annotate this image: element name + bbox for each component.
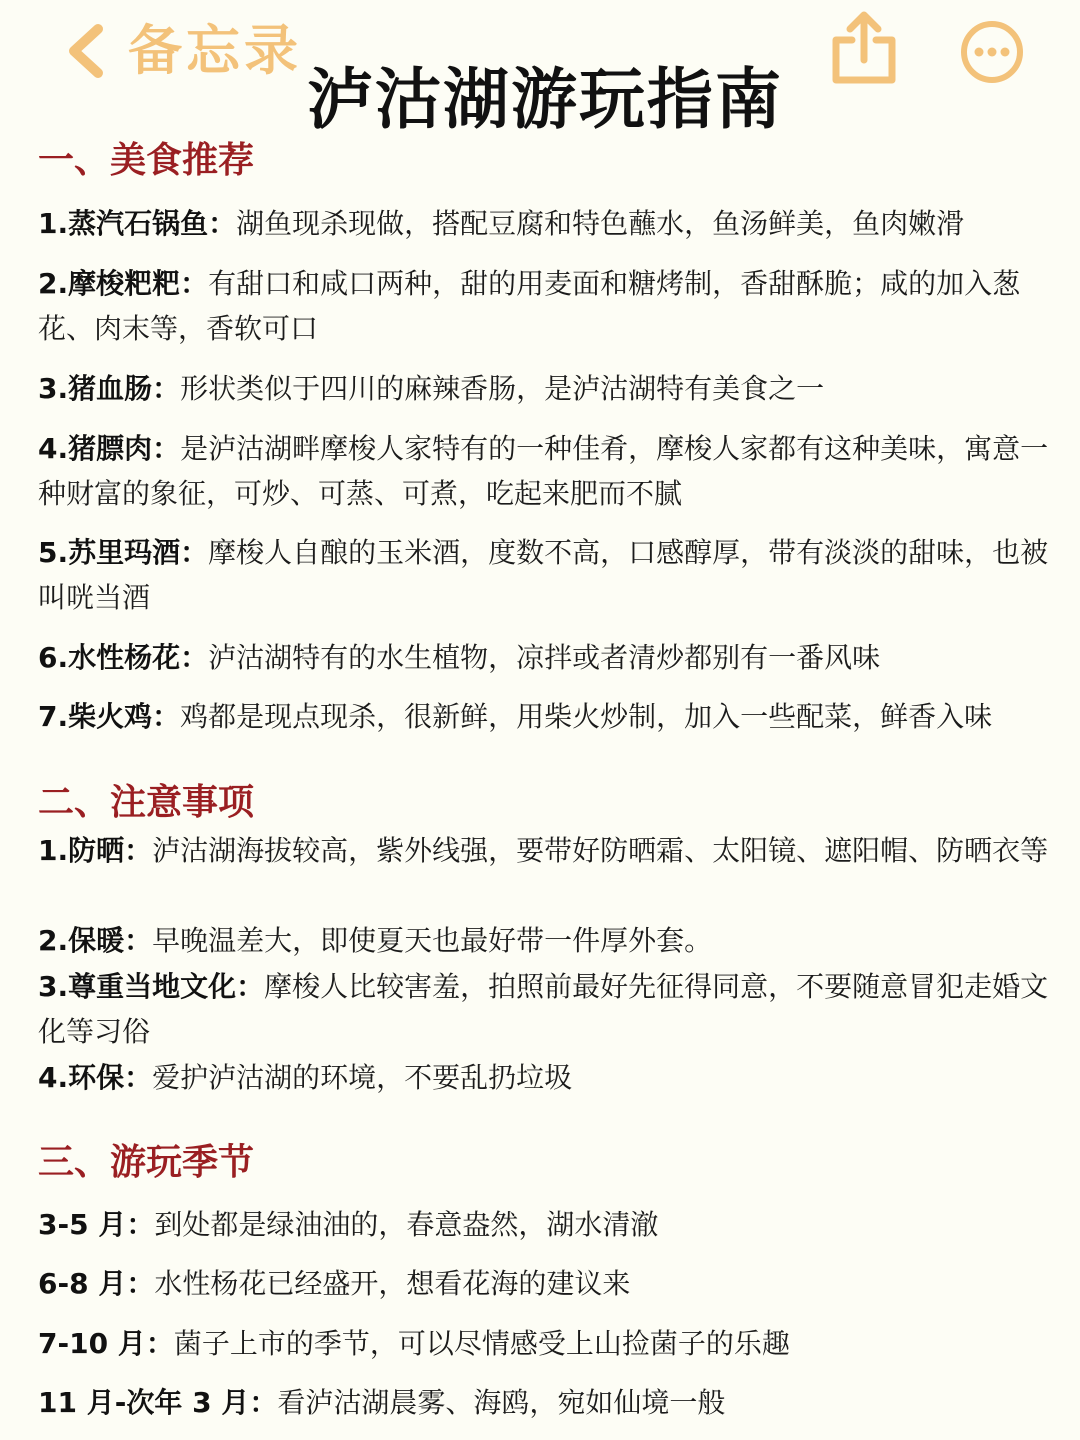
- item-text: 摩梭人比较害羞，拍照前最好先征得同意，不要随意冒犯走婚文化等习俗: [38, 970, 1049, 1048]
- section-title-food: 一、美食推荐: [38, 140, 255, 181]
- item-text: 形状类似于四川的麻辣香肠，是泸沽湖特有美食之一: [180, 372, 825, 405]
- item-label: 3.尊重当地文化：: [38, 970, 265, 1003]
- item-label: 3-5 月：: [38, 1208, 155, 1241]
- item-label: 7-10 月：: [38, 1327, 174, 1360]
- list-item: [38, 1055, 1060, 1100]
- list-item: [38, 530, 1060, 620]
- item-text: 爱护泸沽湖的环境，不要乱扔垃圾: [152, 1061, 573, 1094]
- item-text: 泸沽湖特有的水生植物，凉拌或者清炒都别有一番风味: [208, 641, 881, 674]
- list-item: [38, 201, 1060, 246]
- item-text: 有甜口和咸口两种，甜的用麦面和糖烤制，香甜酥脆；咸的加入葱花、肉末等，香软可口: [38, 267, 1021, 345]
- item-text: 看泸沽湖晨雾、海鸥，宛如仙境一般: [277, 1386, 726, 1419]
- item-text: 摩梭人自酿的玉米酒，度数不高，口感醇厚，带有淡淡的甜味，也被叫咣当酒: [38, 536, 1049, 614]
- item-label: 2.摩梭粑粑：: [38, 267, 209, 300]
- item-label: 11 月-次年 3 月：: [38, 1386, 278, 1419]
- item-label: 3.猪血肠：: [38, 372, 181, 405]
- list-item: [38, 1321, 1060, 1366]
- list-item: [38, 426, 1060, 516]
- section-title-notes: 二、注意事项: [38, 782, 255, 823]
- list-item: [38, 918, 1060, 963]
- item-label: 7.柴火鸡：: [38, 700, 181, 733]
- list-item: [38, 261, 1060, 351]
- list-item: [38, 366, 1060, 411]
- item-text: 早晚温差大，即使夏天也最好带一件厚外套。: [152, 924, 713, 957]
- list-item: [38, 1380, 1060, 1425]
- item-label: 2.保暖：: [38, 924, 153, 957]
- list-item: [38, 694, 1060, 739]
- item-label: 5.苏里玛酒：: [38, 536, 209, 569]
- item-text: 水性杨花已经盛开，想看花海的建议来: [154, 1267, 631, 1300]
- list-item: [38, 964, 1060, 1054]
- list-item: [38, 828, 1060, 873]
- item-text: 菌子上市的季节，可以尽情感受上山捡菌子的乐趣: [173, 1327, 790, 1360]
- page-title: 泸沽湖游玩指南: [307, 61, 783, 138]
- item-label: 6-8 月：: [38, 1267, 155, 1300]
- item-label: 1.防晒：: [38, 834, 153, 867]
- item-label: 4.环保：: [38, 1061, 153, 1094]
- list-item: [38, 635, 1060, 680]
- list-item: [38, 1261, 1060, 1306]
- item-text: 泸沽湖海拔较高，紫外线强，要带好防晒霜、太阳镜、遮阳帽、防晒衣等: [152, 834, 1049, 867]
- item-text: 到处都是绿油油的，春意盎然，湖水清澈: [154, 1208, 659, 1241]
- back-button-label: 备忘录: [128, 19, 302, 82]
- section-title-seasons: 三、游玩季节: [38, 1142, 255, 1183]
- item-text: 是泸沽湖畔摩梭人家特有的一种佳肴，摩梭人家都有这种美味，寓意一种财富的象征，可炒、可蒸、可煮，吃起来肥而不腻: [38, 432, 1049, 510]
- item-label: 6.水性杨花：: [38, 641, 209, 674]
- item-label: 1.蒸汽石锅鱼：: [38, 207, 237, 240]
- list-item: [38, 1202, 1060, 1247]
- item-text: 湖鱼现杀现做，搭配豆腐和特色蘸水，鱼汤鲜美，鱼肉嫩滑: [236, 207, 965, 240]
- item-label: 4.猪膘肉：: [38, 432, 181, 465]
- item-text: 鸡都是现点现杀，很新鲜，用柴火炒制，加入一些配菜，鲜香入味: [180, 700, 993, 733]
